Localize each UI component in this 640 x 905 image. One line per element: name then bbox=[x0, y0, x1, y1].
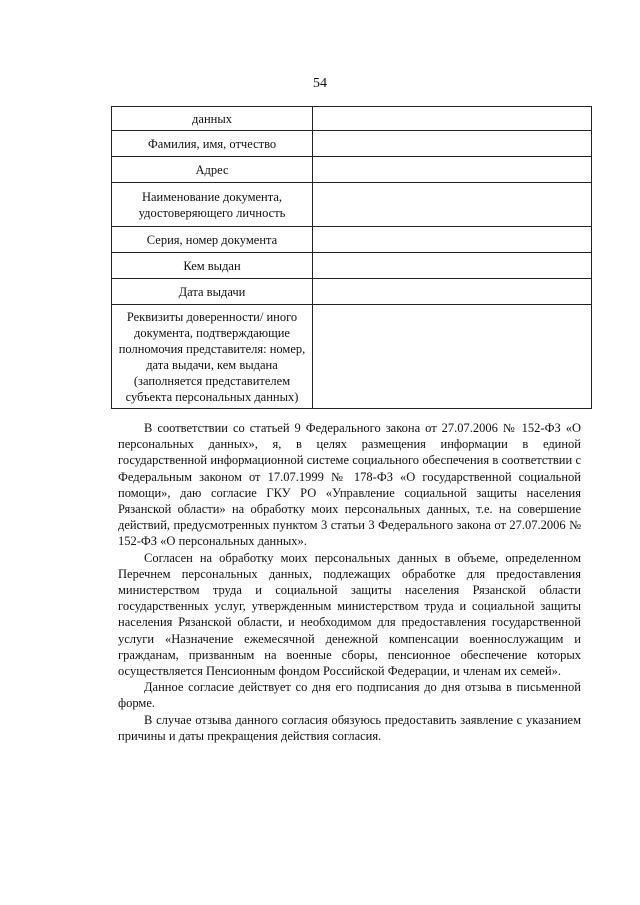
table-row bbox=[112, 157, 592, 183]
page-number: 54 bbox=[313, 76, 327, 91]
row-label-full-name: Фамилия, имя, отчество bbox=[112, 131, 313, 157]
row-label-representative-details: Реквизиты доверенности/ иного документа, подтверждающие полномочия представителя: номер, дата выдачи, кем выдана (заполняется представителем субъекта персональных данных) bbox=[112, 305, 313, 409]
row-value-full-name[interactable] bbox=[313, 131, 592, 157]
row-value-data[interactable] bbox=[313, 107, 592, 131]
row-value-document-number[interactable] bbox=[313, 227, 592, 253]
table-row bbox=[112, 131, 592, 157]
row-value-representative-details[interactable] bbox=[313, 305, 592, 409]
row-value-issued-by[interactable] bbox=[313, 253, 592, 279]
consent-paragraph-legal-basis: В соответствии со статьей 9 Федерального закона от 27.07.2006 № 152-ФЗ «О персональных данных», я, в целях размещения информации в единой государственной информационной системе социального обеспечения в соответствии с Федеральным законом от 17.07.1999 № 178-ФЗ «О государственной социальной помощи», даю согласие ГКУ РО «Управление социальной защиты населения Рязанской области» на обработку моих персональных данных, т.е. на совершение действий, предусмотренных пунктом 3 статьи 3 Федерального закона от 27.07.2006 № 152-ФЗ «О персональных данных». bbox=[118, 421, 581, 549]
consent-paragraph-validity: Данное согласие действует со дня его подписания до дня отзыва в письменной форме. bbox=[118, 680, 581, 711]
consent-paragraph-scope: Согласен на обработку моих персональных данных в объеме, определенном Перечнем персональных данных, подлежащих обработке для предоставления министерством труда и социальной защиты населения Рязанской области государственных услуг, утвержденным министерством труда и социальной защиты населения Рязанской области, и необходимом для предоставления государственной услуги «Назначение ежемесячной денежной компенсации военнослужащим и гражданам, призванным на военные сборы, пенсионное обеспечение которых осуществляется Пенсионным фондом Российской Федерации, и членам их семей». bbox=[118, 550, 581, 679]
consent-text bbox=[118, 420, 581, 744]
row-label-id-document: Наименование документа, удостоверяющего личность bbox=[112, 183, 313, 227]
row-label-document-number: Серия, номер документа bbox=[112, 227, 313, 253]
table-row bbox=[112, 183, 592, 227]
row-value-id-document[interactable] bbox=[313, 183, 592, 227]
table-row bbox=[112, 305, 592, 409]
personal-data-table bbox=[111, 106, 592, 409]
table-row bbox=[112, 253, 592, 279]
table-row bbox=[112, 107, 592, 131]
row-label-issued-by: Кем выдан bbox=[112, 253, 313, 279]
row-label-data: данных bbox=[112, 107, 313, 131]
table-row bbox=[112, 279, 592, 305]
row-value-issue-date[interactable] bbox=[313, 279, 592, 305]
consent-paragraph-withdrawal: В случае отзыва данного согласия обязуюсь предоставить заявление с указанием причины и даты прекращения действия согласия. bbox=[118, 712, 581, 743]
row-label-address: Адрес bbox=[112, 157, 313, 183]
table-row bbox=[112, 227, 592, 253]
row-label-issue-date: Дата выдачи bbox=[112, 279, 313, 305]
row-value-address[interactable] bbox=[313, 157, 592, 183]
